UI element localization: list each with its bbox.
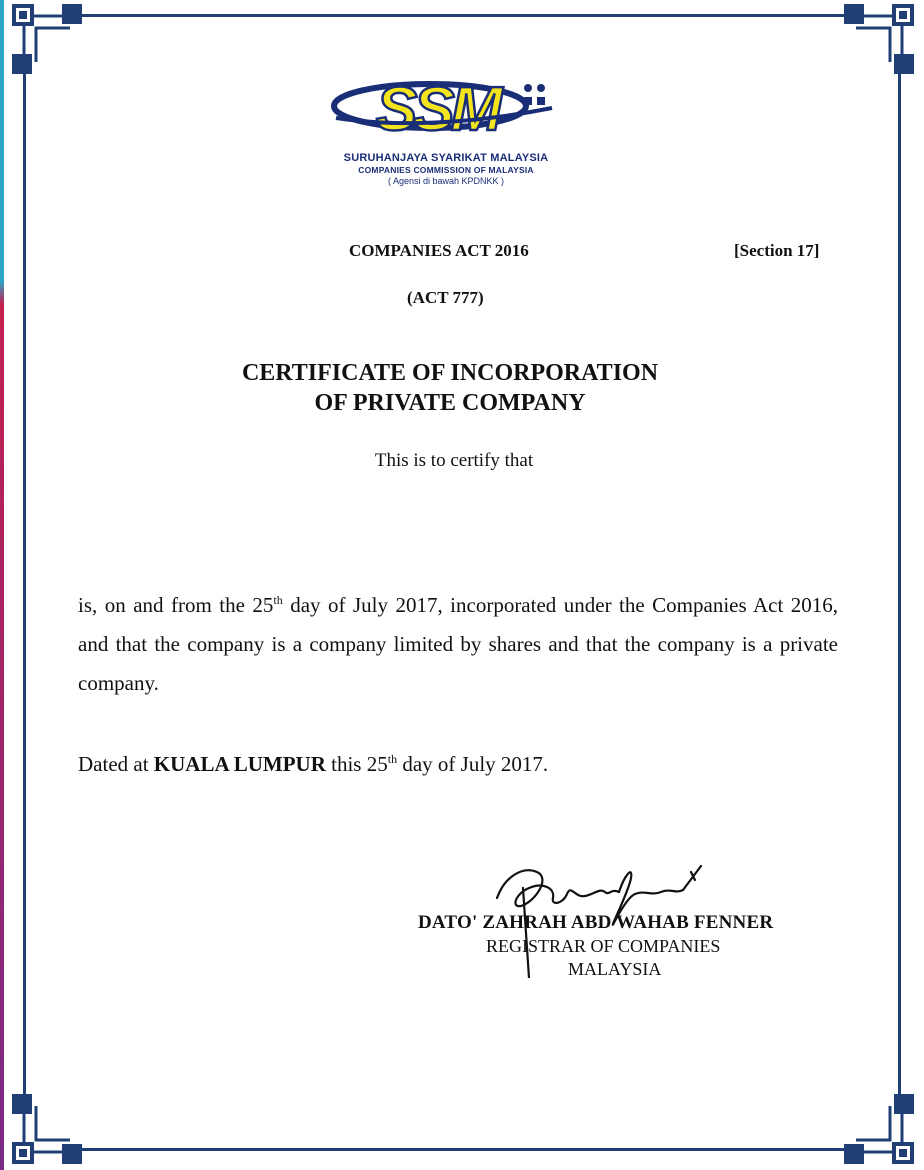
left-edge-strip <box>0 0 4 1170</box>
org-name-malay: SURUHANJAYA SYARIKAT MALAYSIA <box>343 152 549 164</box>
dated-suffix: day of July 2017. <box>397 752 549 776</box>
certificate-title-line1: CERTIFICATE OF INCORPORATION <box>241 360 659 386</box>
section-reference: [Section 17] <box>734 241 820 260</box>
dated-ordinal-suffix: th <box>387 752 398 766</box>
dated-place: KUALA LUMPUR <box>153 752 326 776</box>
corner-ornament-bottom-right <box>838 1088 914 1164</box>
org-name-english: COMPANIES COMMISSION OF MALAYSIA <box>358 165 534 175</box>
signatory-title: REGISTRAR OF COMPANIES <box>486 936 721 956</box>
body-part1: is, on and from the 25 <box>78 593 274 617</box>
ssm-emblem <box>330 68 562 152</box>
border-bottom <box>74 1148 850 1151</box>
signatory-country: MALAYSIA <box>568 959 662 979</box>
border-right <box>898 70 901 1100</box>
agency-note: ( Agensi di bawah KPDNKK ) <box>387 176 505 186</box>
dated-line <box>78 752 548 777</box>
act-number: (ACT 777) <box>407 288 484 307</box>
signatory-name: DATO' ZAHRAH ABD WAHAB FENNER <box>418 912 774 933</box>
certificate-title-line2: OF PRIVATE COMPANY <box>314 390 586 416</box>
dated-mid: this 25 <box>325 752 388 776</box>
certificate-body <box>78 586 838 703</box>
border-left <box>23 70 26 1100</box>
border-top <box>74 14 850 17</box>
certificate-title <box>0 358 900 418</box>
body-ordinal-suffix: th <box>273 593 283 607</box>
ssm-logo <box>330 68 562 194</box>
handwritten-signature <box>495 858 735 978</box>
svg-text:SSM: SSM <box>376 75 499 144</box>
dated-prefix: Dated at <box>78 752 154 776</box>
corner-ornament-bottom-left <box>12 1088 88 1164</box>
corner-ornament-top-left <box>12 4 88 80</box>
certify-intro: This is to certify that <box>374 450 534 471</box>
body-part2: day of July 2017, incorporated under the Companies Act 2016, and that the company is a company limited by shares and that the company is a private company. <box>78 593 838 695</box>
act-title: COMPANIES ACT 2016 <box>349 241 529 260</box>
corner-ornament-top-right <box>838 4 914 80</box>
